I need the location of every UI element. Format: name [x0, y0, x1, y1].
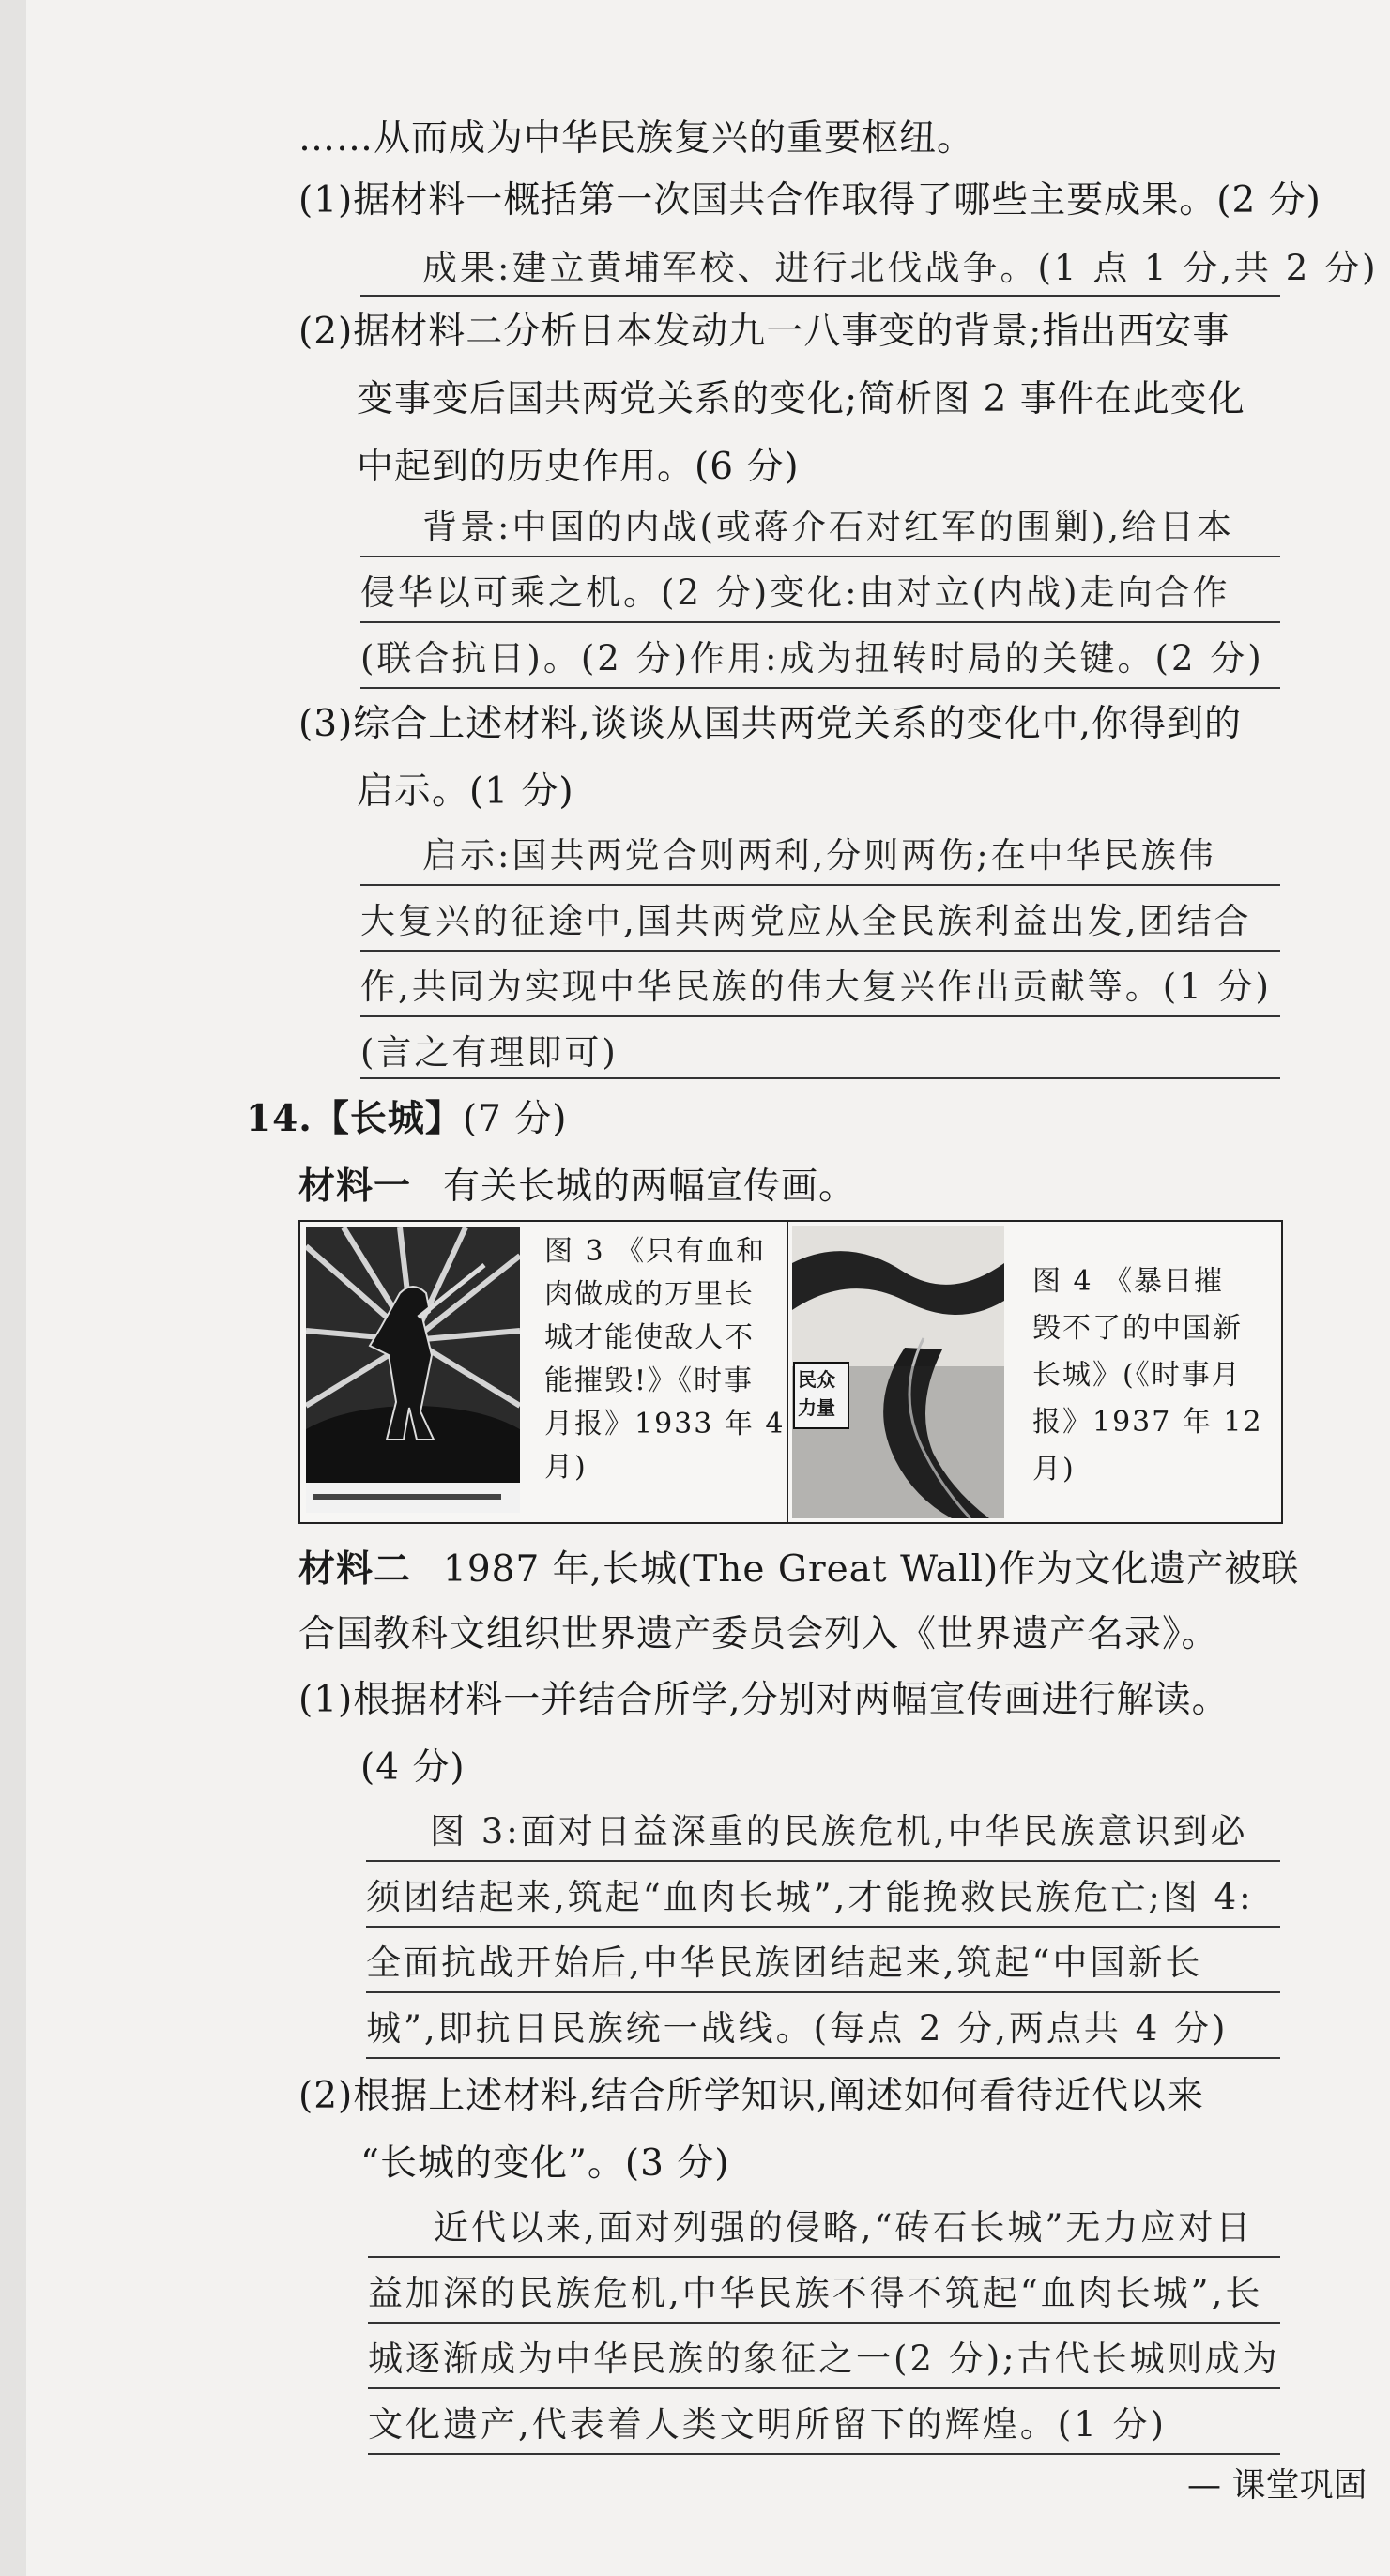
fig3-caption-line: 肉做成的万里长 — [544, 1278, 755, 1311]
q13-part3-answer-line2: 大复兴的征途中,国共两党应从全民族利益出发,团结合 — [360, 901, 1252, 941]
poster-fig3-image — [306, 1227, 520, 1513]
poster-slogan-line1: 民众 — [798, 1368, 835, 1391]
answer-rule — [360, 621, 1280, 623]
material1-text: 有关长城的两幅宣传画。 — [443, 1166, 857, 1208]
q14-part1-answer-line4: 城”,即抗日民族统一战线。(每点 2 分,两点共 4 分) — [366, 2008, 1229, 2049]
fig3-caption-line: 月报》1933 年 4 — [544, 1408, 786, 1440]
fig3-caption-line: 月) — [544, 1451, 588, 1484]
answer-rule — [360, 1015, 1280, 1017]
answer-rule — [366, 2057, 1280, 2059]
material2-text-line1: 1987 年,长城(The Great Wall)作为文化遗产被联 — [443, 1548, 1300, 1591]
answer-rule — [368, 2453, 1280, 2455]
poster-slogan-line2: 力量 — [798, 1396, 835, 1419]
answer-rule — [366, 1926, 1280, 1928]
q13-part3-answer-line1: 启示:国共两党合则两利,分则两伤;在中华民族伟 — [422, 835, 1216, 876]
q14-score: (7 分) — [462, 1098, 568, 1140]
q14-part2-answer-line4: 文化遗产,代表着人类文明所留下的辉煌。(1 分) — [368, 2404, 1167, 2445]
page-footer: — 课堂巩固 — [1187, 2466, 1367, 2505]
q14-title: 【长城】 — [312, 1097, 463, 1140]
answer-rule — [360, 884, 1280, 886]
q14-material2-line1 — [298, 1543, 1299, 1596]
q14-part2-question-line1: (2)根据上述材料,结合所学知识,阐述如何看待近代以来 — [298, 2075, 1205, 2117]
q14-part2-answer-line2: 益加深的民族危机,中华民族不得不筑起“血肉长城”,长 — [368, 2273, 1263, 2313]
material1-label: 材料一 — [298, 1165, 412, 1208]
answer-rule — [360, 556, 1280, 557]
fig3-caption-line: 图 3 《只有血和 — [544, 1235, 767, 1268]
q13-part2-question-line1: (2)据材料二分析日本发动九一八事变的背景;指出西安事 — [298, 311, 1230, 353]
answer-rule — [360, 687, 1280, 689]
q14-part1-answer-line2: 须团结起来,筑起“血肉长城”,才能挽救民族危亡;图 4: — [366, 1877, 1254, 1917]
q13-part3-question-line1: (3)综合上述材料,谈谈从国共两党关系的变化中,你得到的 — [298, 703, 1243, 745]
q13-part2-answer-line3: (联合抗日)。(2 分)作用:成为扭转时局的关键。(2 分) — [360, 638, 1264, 678]
q13-part2-answer-line1: 背景:中国的内战(或蒋介石对红军的围剿),给日本 — [422, 507, 1235, 547]
fig4-caption-line: 图 4 《暴日摧 — [1032, 1265, 1225, 1298]
answer-rule — [366, 1991, 1280, 1993]
q14-part1-answer-line3: 全面抗战开始后,中华民族团结起来,筑起“中国新长 — [366, 1943, 1203, 1983]
fig3-caption-line: 城才能使敌人不 — [544, 1321, 755, 1354]
answer-rule — [360, 295, 1280, 297]
answer-rule — [368, 2387, 1280, 2389]
q13-part2-answer-line2: 侵华以可乘之机。(2 分)变化:由对立(内战)走向合作 — [360, 572, 1230, 613]
q14-part2-answer-line3: 城逐渐成为中华民族的象征之一(2 分);古代长城则成为 — [368, 2339, 1280, 2379]
q13-part2-question-line2: 变事变后国共两党关系的变化;简析图 2 事件在此变化 — [357, 378, 1245, 420]
intro-line: ……从而成为中华民族复兴的重要枢纽。 — [298, 117, 975, 160]
answer-rule — [368, 2256, 1280, 2258]
propaganda-posters-figure — [298, 1220, 1283, 1524]
q13-part2-question-line3: 中起到的历史作用。(6 分) — [357, 446, 800, 488]
q14-header — [246, 1092, 568, 1146]
answer-rule — [368, 2322, 1280, 2324]
q14-part1-question-line1: (1)根据材料一并结合所学,分别对两幅宣传画进行解读。 — [298, 1679, 1230, 1721]
poster-fig4-image — [792, 1226, 1004, 1518]
fig4-caption-line: 月) — [1032, 1453, 1076, 1486]
figure-divider — [787, 1222, 788, 1522]
q13-part1-question: (1)据材料一概括第一次国共合作取得了哪些主要成果。(2 分) — [298, 179, 1321, 221]
soldier-poster-illustration — [306, 1227, 520, 1513]
answer-rule — [360, 950, 1280, 952]
material2-text-line2: 合国教科文组织世界遗产委员会列入《世界遗产名录》。 — [298, 1613, 1219, 1655]
q14-part2-answer-line1: 近代以来,面对列强的侵略,“砖石长城”无力应对日 — [434, 2207, 1254, 2248]
q14-part1-question-line2: (4 分) — [360, 1746, 466, 1789]
q13-part1-answer: 成果:建立黄埔军校、进行北伐战争。(1 点 1 分,共 2 分) — [422, 248, 1379, 288]
q14-material1 — [298, 1160, 856, 1213]
answer-rule — [366, 1860, 1280, 1862]
fig4-caption-line: 报》1937 年 12 — [1032, 1406, 1263, 1439]
q13-part3-answer-line4: (言之有理即可) — [360, 1032, 619, 1073]
material2-label: 材料二 — [298, 1547, 412, 1591]
answer-rule — [360, 1077, 1280, 1079]
q14-part1-answer-line1: 图 3:面对日益深重的民族危机,中华民族意识到必 — [430, 1811, 1248, 1852]
q13-part3-answer-line3: 作,共同为实现中华民族的伟大复兴作出贡献等。(1 分) — [360, 967, 1272, 1007]
q13-part3-question-line2: 启示。(1 分) — [357, 770, 574, 813]
fig3-caption-line: 能摧毁!》《时事 — [544, 1364, 755, 1397]
fig4-caption-line: 长城》(《时事月 — [1032, 1359, 1242, 1392]
q14-part2-question-line2: “长城的变化”。(3 分) — [360, 2142, 730, 2185]
fig4-caption-line: 毁不了的中国新 — [1032, 1312, 1243, 1345]
q14-number: 14. — [246, 1097, 313, 1140]
